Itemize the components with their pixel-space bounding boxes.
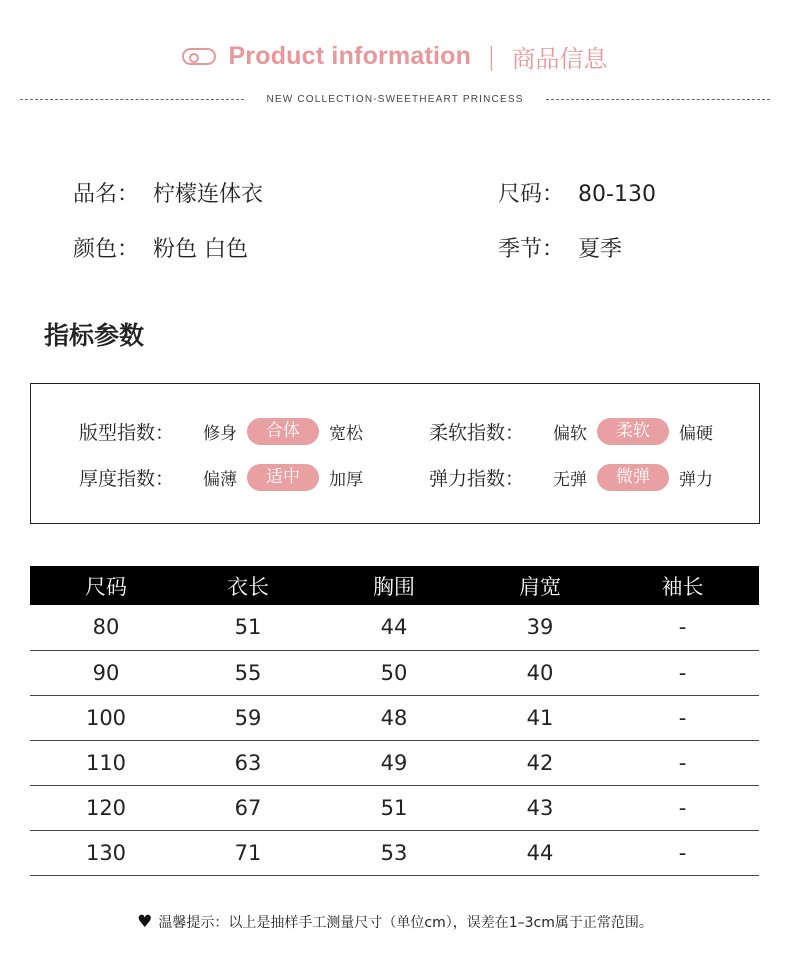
table-cell: 50 <box>314 650 474 695</box>
index-option-fit-regular-selected: 合体 <box>247 418 319 445</box>
table-cell: - <box>606 785 759 830</box>
index-row-fit <box>79 417 369 445</box>
table-row <box>30 605 759 650</box>
table-cell: 67 <box>182 785 314 830</box>
measurement-note-text: 温馨提示：以上是抽样手工测量尺寸（单位cm），误差在1–3cm属于正常范围。 <box>158 915 653 931</box>
table-cell: - <box>606 740 759 785</box>
pill-icon <box>182 48 216 65</box>
table-cell: 100 <box>30 695 182 740</box>
table-cell: 48 <box>314 695 474 740</box>
title-chinese: 商品信息 <box>511 44 608 73</box>
product-size <box>498 177 656 208</box>
table-cell: 90 <box>30 650 182 695</box>
index-option-elasticity-slight-selected: 微弹 <box>597 464 669 491</box>
table-cell: 63 <box>182 740 314 785</box>
table-cell: - <box>606 830 759 875</box>
product-size-label: 尺码： <box>498 182 565 207</box>
table-row <box>30 740 759 785</box>
table-cell: 71 <box>182 830 314 875</box>
table-cell: 43 <box>474 785 606 830</box>
table-cell: 39 <box>474 605 606 650</box>
table-row <box>30 830 759 875</box>
table-cell: 44 <box>314 605 474 650</box>
table-cell: - <box>606 695 759 740</box>
table-cell: 80 <box>30 605 182 650</box>
size-table <box>30 566 759 876</box>
product-season-label: 季节： <box>498 237 565 262</box>
measurement-note <box>0 912 790 932</box>
divider-left <box>20 99 244 100</box>
product-color-value: 粉色 白色 <box>153 237 249 262</box>
subheader <box>20 90 770 108</box>
table-row <box>30 695 759 740</box>
index-option-softness-soft: 偏软 <box>553 423 587 444</box>
table-header-sleeve: 袖长 <box>606 566 759 605</box>
table-cell: 55 <box>182 650 314 695</box>
index-option-elasticity-stretch: 弹力 <box>679 469 713 490</box>
table-cell: 110 <box>30 740 182 785</box>
index-option-fit-slim: 修身 <box>203 423 237 444</box>
index-row-elasticity <box>429 463 719 491</box>
table-cell: 41 <box>474 695 606 740</box>
table-cell: 51 <box>182 605 314 650</box>
index-option-thickness-medium-selected: 适中 <box>247 464 319 491</box>
product-size-value: 80-130 <box>578 182 656 207</box>
index-option-thickness-thick: 加厚 <box>329 469 363 490</box>
heart-icon: ♥ <box>137 912 153 932</box>
table-cell: 59 <box>182 695 314 740</box>
table-cell: 40 <box>474 650 606 695</box>
table-cell: 53 <box>314 830 474 875</box>
table-cell: 51 <box>314 785 474 830</box>
index-label-elasticity: 弹力指数： <box>429 467 525 490</box>
table-cell: 49 <box>314 740 474 785</box>
table-header-row <box>30 566 759 605</box>
index-option-fit-loose: 宽松 <box>329 423 363 444</box>
index-box <box>30 383 760 524</box>
product-name-label: 品名： <box>73 182 140 207</box>
table-cell: - <box>606 650 759 695</box>
table-cell: 130 <box>30 830 182 875</box>
product-season <box>498 232 622 263</box>
index-option-softness-medium-selected: 柔软 <box>597 418 669 445</box>
index-label-thickness: 厚度指数： <box>79 467 175 490</box>
product-color-label: 颜色： <box>73 237 140 262</box>
index-label-softness: 柔软指数： <box>429 421 525 444</box>
table-header-size: 尺码 <box>30 566 182 605</box>
index-option-thickness-thin: 偏薄 <box>203 469 237 490</box>
product-name <box>73 177 263 208</box>
table-row <box>30 650 759 695</box>
table-header-shoulder: 肩宽 <box>474 566 606 605</box>
table-header-length: 衣长 <box>182 566 314 605</box>
section-title-indices: 指标参数 <box>44 321 145 350</box>
index-option-softness-hard: 偏硬 <box>679 423 713 444</box>
product-name-value: 柠檬连体衣 <box>153 182 264 207</box>
table-cell: - <box>606 605 759 650</box>
product-color <box>73 232 248 263</box>
table-row <box>30 785 759 830</box>
table-cell: 44 <box>474 830 606 875</box>
index-option-elasticity-none: 无弹 <box>553 469 587 490</box>
collection-subtitle: NEW COLLECTION-SWEETHEART PRINCESS <box>266 93 524 105</box>
header <box>0 38 790 74</box>
index-row-thickness <box>79 463 369 491</box>
table-cell: 120 <box>30 785 182 830</box>
divider-right <box>546 99 770 100</box>
index-label-fit: 版型指数： <box>79 421 175 444</box>
title-separator: | <box>487 41 496 71</box>
title-english: Product information <box>228 41 472 70</box>
index-row-softness <box>429 417 719 445</box>
table-cell: 42 <box>474 740 606 785</box>
table-header-chest: 胸围 <box>314 566 474 605</box>
product-season-value: 夏季 <box>578 237 623 262</box>
